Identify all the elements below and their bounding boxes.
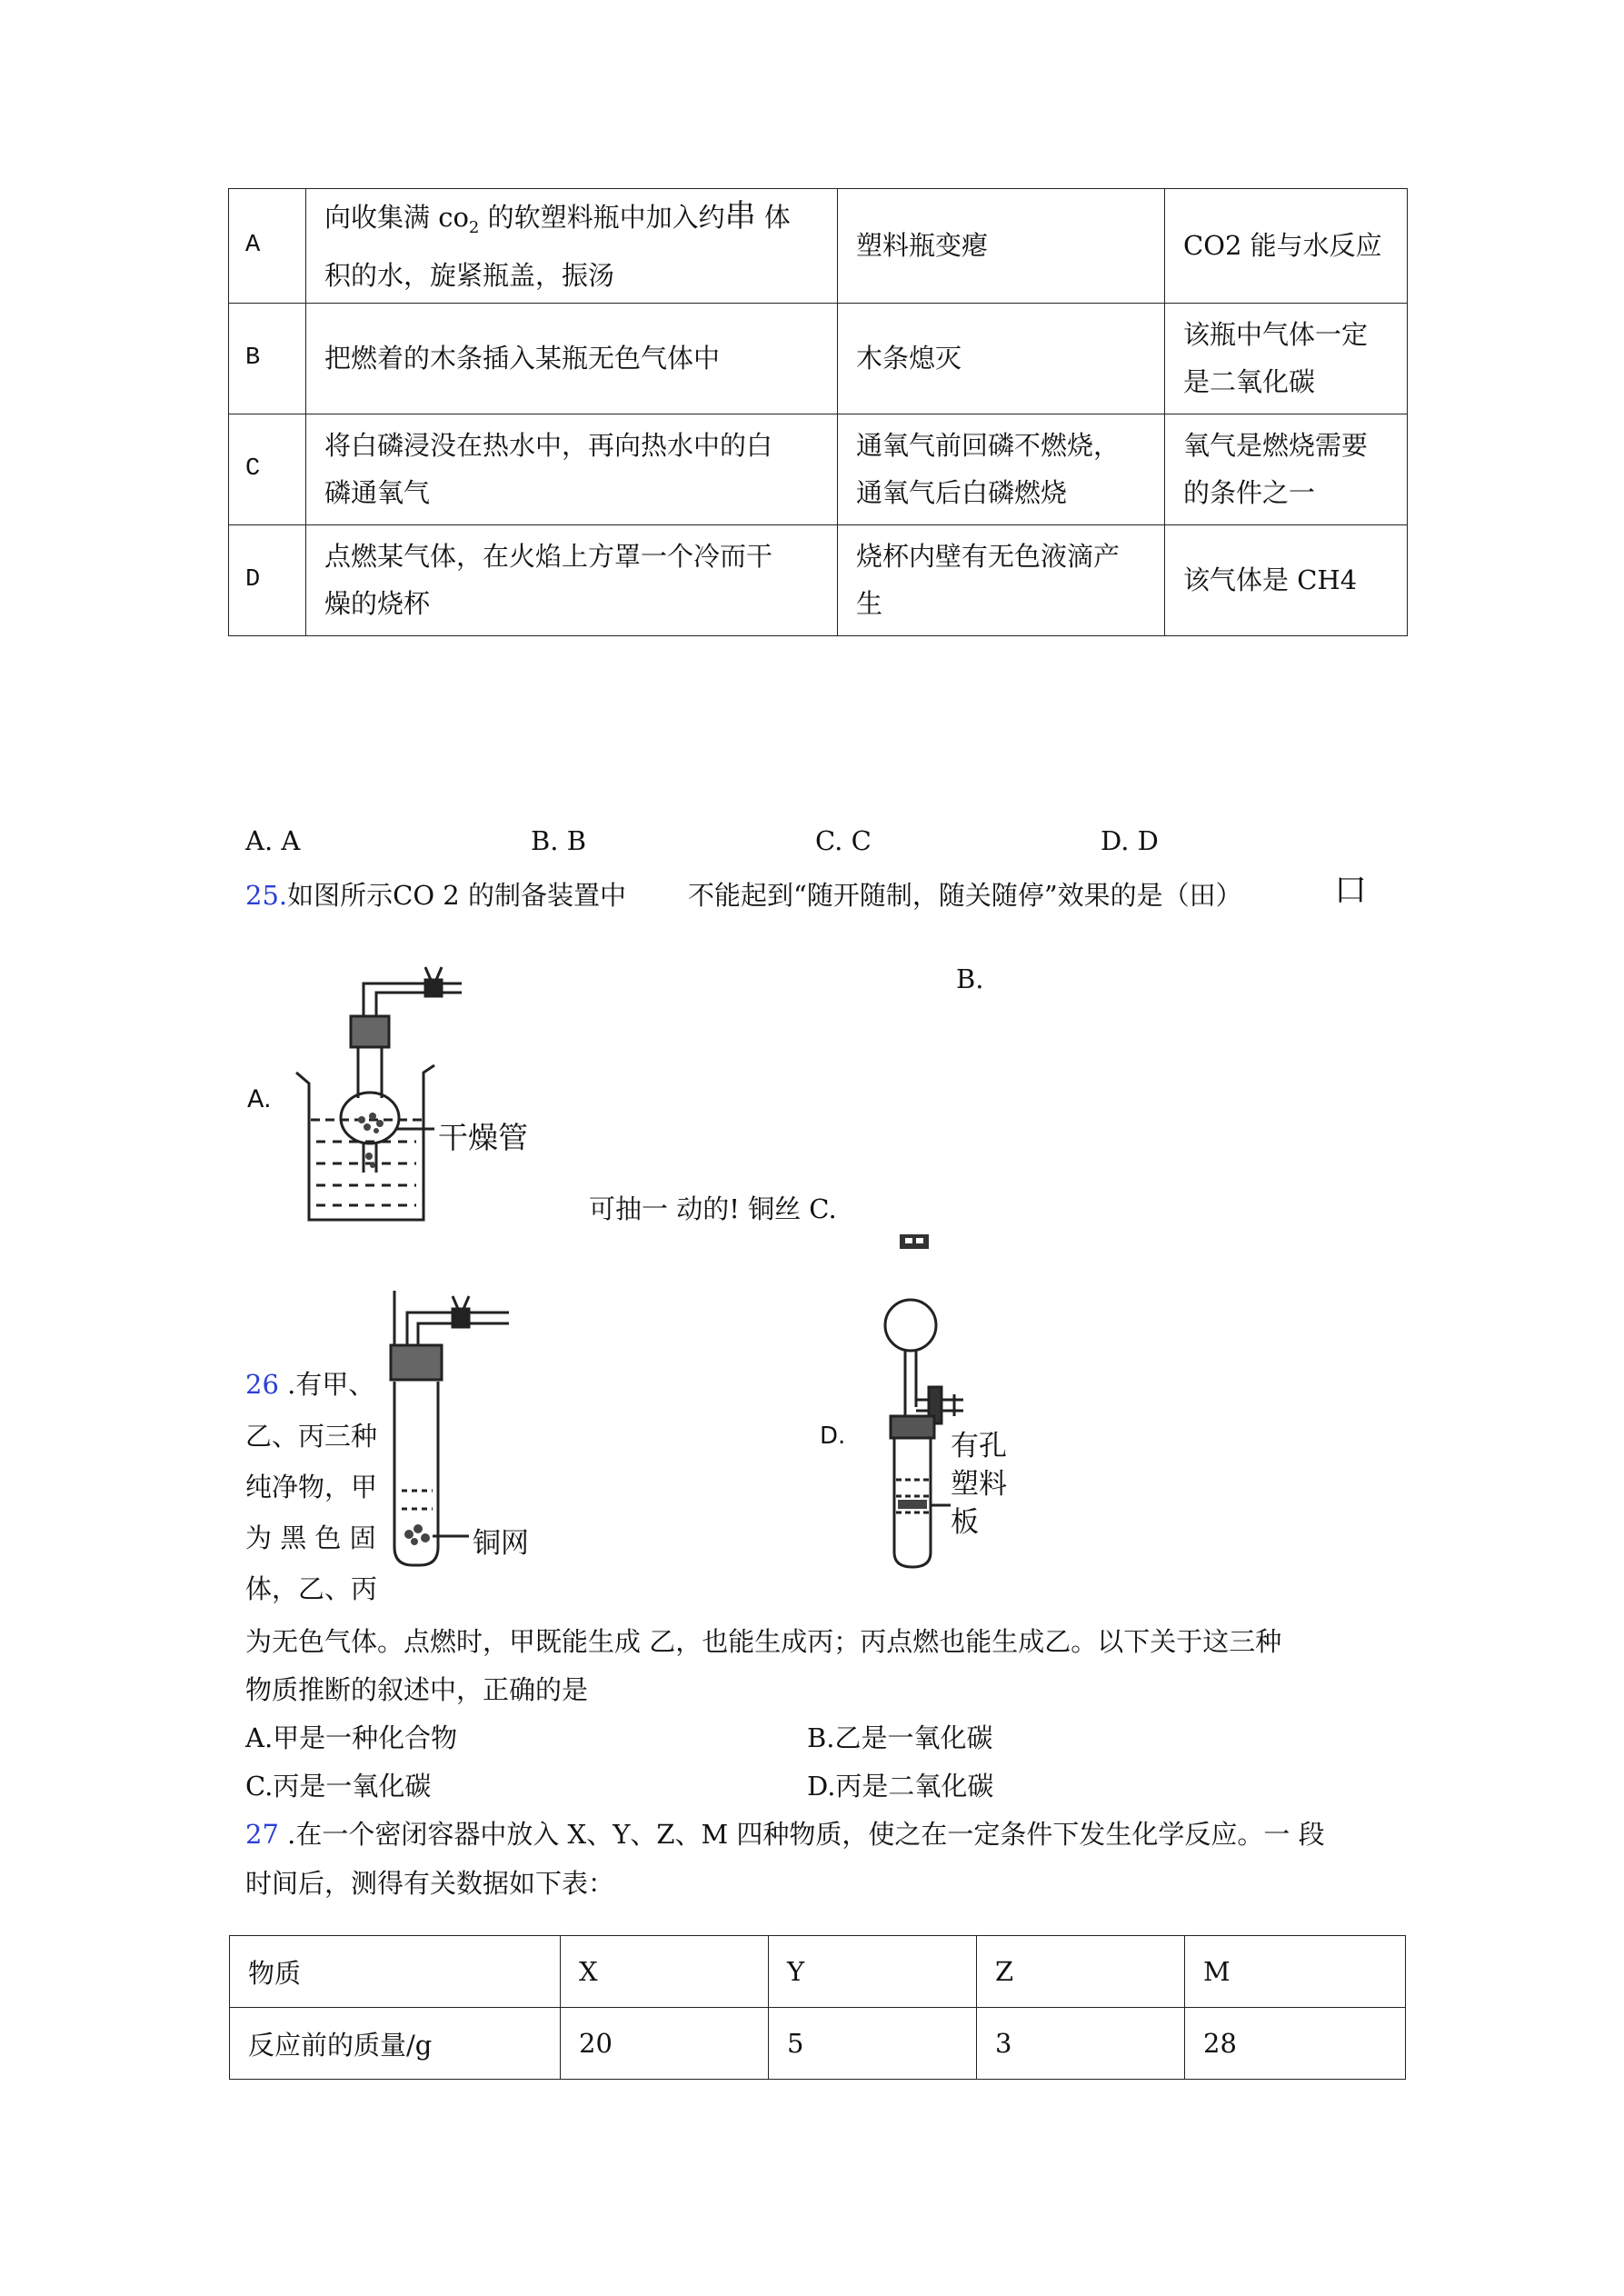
table-header-cell: Y: [769, 1936, 977, 2008]
question-26: 26 .有甲、: [245, 1369, 375, 1400]
drying-tube-label: 干燥管: [438, 1120, 528, 1155]
option-d: D. D: [1101, 825, 1159, 856]
conclusion-cell: 该气体是 CH4: [1165, 524, 1408, 635]
experiment-table: [228, 188, 1408, 636]
table-cell: 3: [977, 2008, 1185, 2080]
question-text: 为 黑 色 固: [245, 1522, 376, 1553]
question-25: [245, 877, 626, 913]
phenomenon-cell: 通氧气前回磷不燃烧， 通氧气后白磷燃烧: [838, 414, 1165, 524]
table-header-cell: X: [561, 1936, 769, 2008]
option-b: B.乙是一氧化碳: [807, 1722, 993, 1753]
phenomenon-cell: 烧杯内壁有无色液滴产 生: [838, 524, 1165, 635]
conclusion-cell: 氧气是燃烧需要 的条件之一: [1165, 414, 1408, 524]
table-header-cell: Z: [977, 1936, 1185, 2008]
table-cell: 反应前的质量/g: [230, 2008, 561, 2080]
table-row: [230, 2008, 1406, 2080]
conclusion-cell: 该瓶中气体一定 是二氧化碳: [1165, 303, 1408, 414]
phenomenon-cell: 塑料瓶变瘪: [838, 189, 1165, 304]
question-text: 物质推断的叙述中，正确的是: [245, 1674, 589, 1705]
question-text: 为无色气体。点燃时，甲既能生成 乙，也能生成丙；丙点燃也能生成乙。以下关于这三种: [245, 1626, 1282, 1657]
table-cell: 20: [561, 2008, 769, 2080]
question-number: 27: [245, 1819, 279, 1850]
label-b: B.: [956, 963, 984, 994]
row-label: C: [229, 414, 306, 524]
mass-table: [229, 1935, 1406, 2080]
table-row: [230, 1936, 1406, 2008]
option-b: B. B: [531, 825, 587, 856]
row-label: A: [229, 189, 306, 304]
operation-cell: 向收集满 $co_2$ 的软塑料瓶中加入约串 体 积的水，旋紧瓶盖，振汤: [306, 189, 838, 304]
operation-cell: 点燃某气体，在火焰上方罩一个冷而干 燥的烧杯: [306, 524, 838, 635]
copper-mesh-label: 铜网: [473, 1527, 529, 1560]
label-a: A.: [247, 1085, 272, 1113]
table-row: [229, 414, 1408, 524]
perforated-plate-label: 有孔 塑料 板: [951, 1430, 1007, 1539]
question-number: 26: [245, 1369, 279, 1400]
box-glyph: 口: [1334, 872, 1368, 909]
table-cell: 5: [769, 2008, 977, 2080]
operation-cell: 把燃着的木条插入某瓶无色气体中: [306, 303, 838, 414]
table-header-cell: M: [1185, 1936, 1406, 2008]
question-text: 体，乙、丙: [245, 1573, 378, 1604]
question-25-cont: 不能起到“随开随制，随关随停”效果的是（田）: [688, 880, 1242, 911]
option-d: D.丙是二氧化碳: [807, 1771, 994, 1802]
option-c: C. C: [815, 825, 872, 856]
table-row: [229, 524, 1408, 635]
table-row: [229, 303, 1408, 414]
small-fitting-icon: [898, 1231, 931, 1254]
table-cell: 28: [1185, 2008, 1406, 2080]
row-label: D: [229, 524, 306, 635]
question-number: 25.: [245, 880, 288, 911]
question-text: 如图所示CO 2 的制备装置中: [287, 880, 626, 911]
phenomenon-cell: 木条熄灭: [838, 303, 1165, 414]
conclusion-cell: CO2 能与水反应: [1165, 189, 1408, 304]
question-27: 27 .在一个密闭容器中放入 X、Y、Z、M 四种物质，使之在一定条件下发生化学反应。一 段: [245, 1819, 1325, 1850]
row-label: B: [229, 303, 306, 414]
question-text: 时间后，测得有关数据如下表：: [245, 1868, 615, 1899]
question-text: 乙、丙三种: [245, 1421, 378, 1452]
option-c: C.丙是一氧化碳: [245, 1771, 432, 1802]
option-a: A. A: [245, 825, 301, 856]
operation-cell: 将白磷浸没在热水中，再向热水中的白 磷通氧气: [306, 414, 838, 524]
apparatus-a: [289, 963, 534, 1227]
table-header-cell: 物质: [230, 1936, 561, 2008]
option-a: A.甲是一种化合物: [245, 1722, 458, 1753]
question-text: 纯净物，甲: [245, 1472, 378, 1502]
table-row: [229, 189, 1408, 304]
label-d: D.: [820, 1423, 846, 1450]
middle-caption: 可抽一 动的! 铜丝 C.: [589, 1193, 837, 1224]
